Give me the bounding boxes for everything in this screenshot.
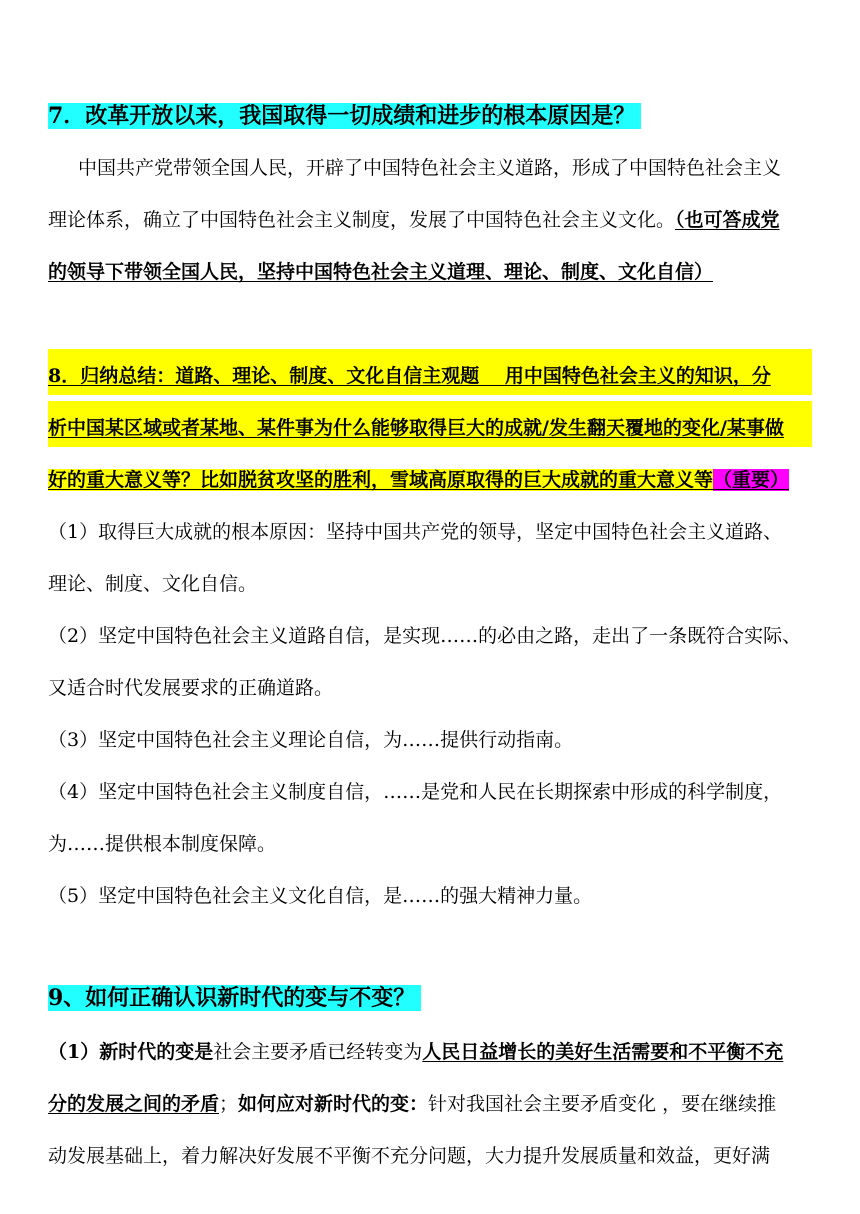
q8-point-5: （5）坚定中国特色社会主义文化自信，是……的强大精神力量。: [48, 885, 593, 907]
q7-line-1: 中国共产党带领全国人民，开辟了中国特色社会主义道路，形成了中国特色社会主义: [78, 157, 782, 179]
q7-line-2-text: 理论体系，确立了中国特色社会主义制度，发展了中国特色社会主义文化。: [48, 209, 676, 231]
q7-heading-row: [48, 96, 812, 136]
q8-heading-line-3: [48, 466, 812, 494]
q8-heading-line-1: 8．归纳总结：道路、理论、制度、文化自信主观题 用中国特色社会主义的知识，分: [48, 365, 771, 387]
q8-point-3: （3）坚定中国特色社会主义理论自信，为……提供行动指南。: [48, 729, 574, 751]
q9-line-1: [48, 1038, 812, 1066]
q9-line-3: 动发展基础上，着力解决好发展不平衡不充分问题，大力提升发展质量和效益，更好满: [48, 1145, 771, 1167]
q9-change-label: （1）新时代的变是: [48, 1041, 214, 1063]
q7-heading: 7．改革开放以来，我国取得一切成绩和进步的根本原因是？: [48, 103, 641, 129]
q8-point-1-line-2: 理论、制度、文化自信。: [48, 573, 258, 595]
q9-line-2: [48, 1090, 812, 1118]
q7-line-2: [48, 206, 812, 234]
q8-point-2-line-2: 又适合时代发展要求的正确道路。: [48, 677, 334, 699]
q7-alt-answer-start: （也可答成党: [675, 209, 780, 231]
q9-line-2-text: 针对我国社会主要矛盾变化 ，要在继续推: [428, 1093, 777, 1115]
q8-important-tag: （重要）: [713, 469, 790, 491]
q9-heading: 9、如何正确认识新时代的变与不变？: [48, 985, 421, 1011]
q8-heading-line-2: 析中国某区域或者某地、某件事为什么能够取得巨大的成就/发生翻天覆地的变化/某事做: [48, 417, 784, 439]
q9-heading-row: [48, 977, 812, 1019]
q8-point-4-line-2: 为……提供根本制度保障。: [48, 833, 277, 855]
q8-heading-line-3-text: 好的重大意义等？比如脱贫攻坚的胜利，雪域高原取得的巨大成就的重大意义等: [48, 469, 714, 491]
q7-alt-answer-end: 的领导下带领全国人民，坚持中国特色社会主义道理、理论、制度、文化自信）: [48, 261, 714, 283]
q9-contradiction-end: 分的发展之间的矛盾: [48, 1093, 220, 1115]
q8-point-1-line-1: （1）取得巨大成就的根本原因：坚持中国共产党的领导，坚定中国特色社会主义道路、: [48, 521, 783, 543]
q9-separator: ；: [219, 1093, 239, 1115]
q9-contradiction-start: 人民日益增长的美好生活需要和不平衡不充: [422, 1041, 784, 1063]
q8-point-2-line-1: （2）坚定中国特色社会主义道路自信，是实现……的必由之路，走出了一条既符合实际、: [48, 625, 802, 647]
q8-point-4-line-1: （4）坚定中国特色社会主义制度自信，……是党和人民在长期探索中形成的科学制度，: [48, 781, 783, 803]
q9-line-1-text: 社会主要矛盾已经转变为: [213, 1041, 423, 1063]
q9-response-label: 如何应对新时代的变：: [238, 1093, 429, 1115]
